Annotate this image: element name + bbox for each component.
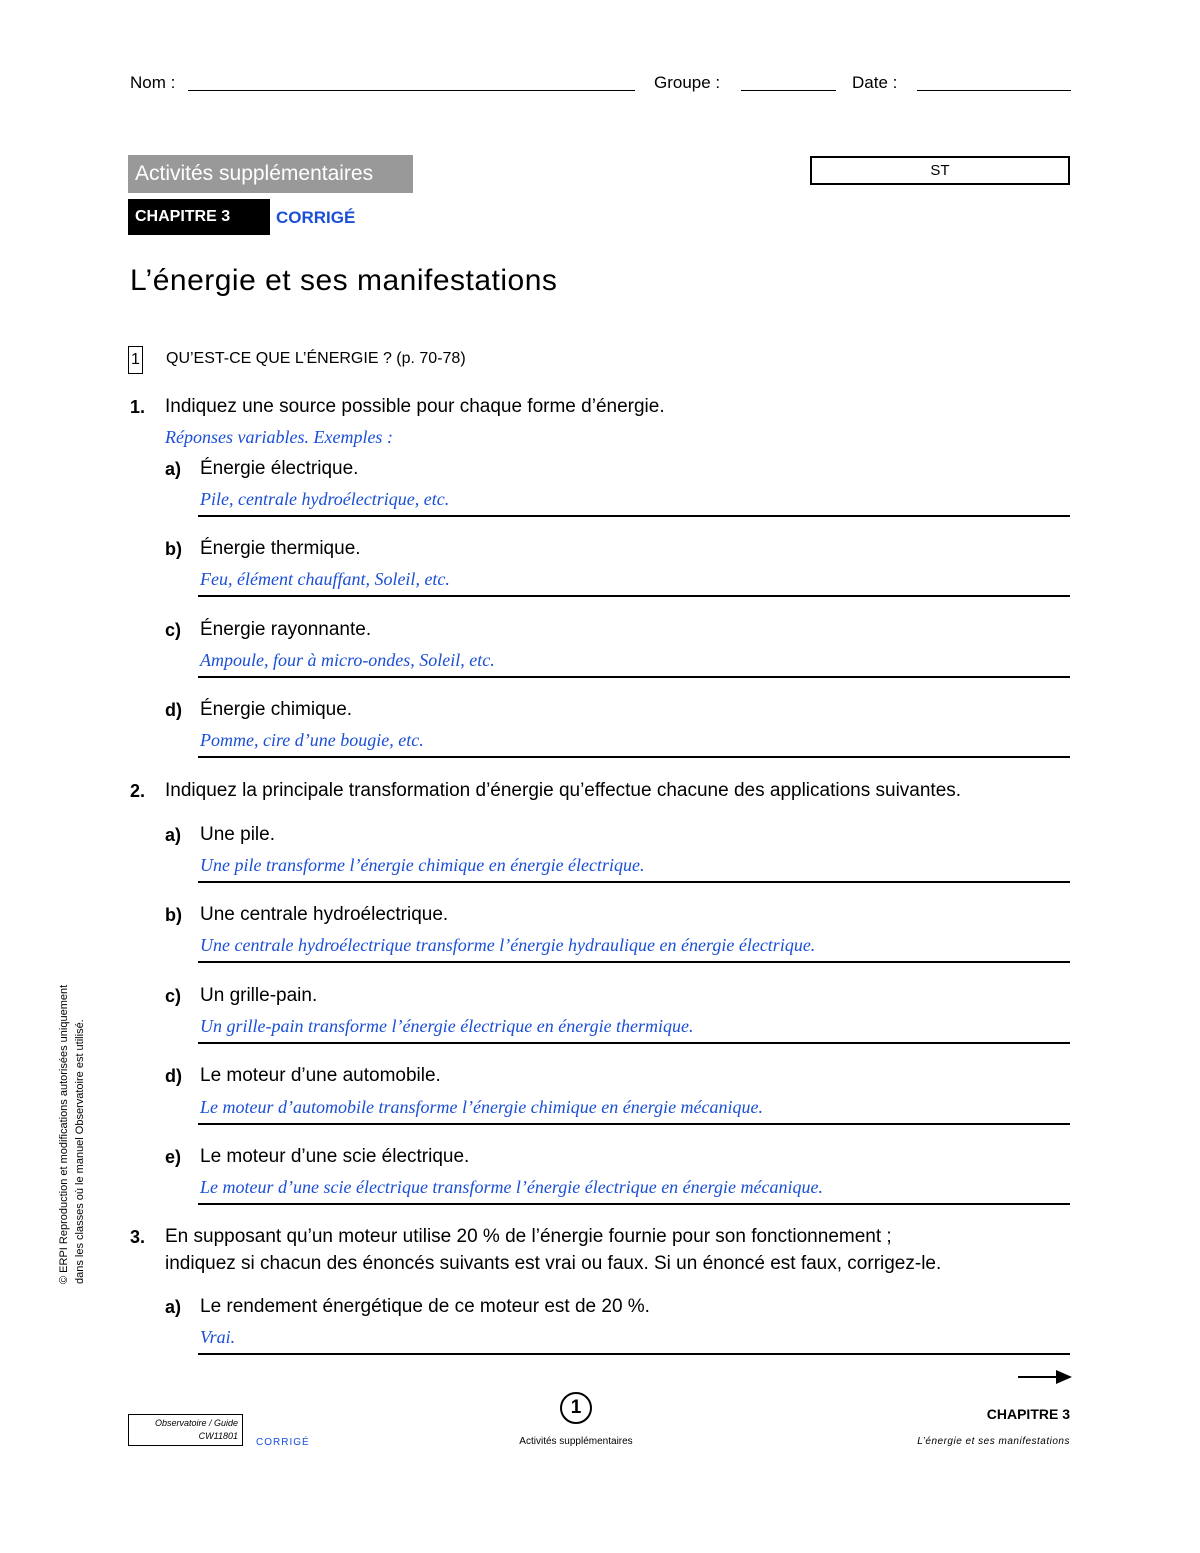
- question-number: 1.: [130, 397, 146, 417]
- date-field[interactable]: [917, 90, 1071, 91]
- answer-line: [198, 1042, 1070, 1044]
- item-answer: Une pile transforme l’énergie chimique en énergie électrique.: [200, 855, 645, 875]
- item-text: Une pile.: [200, 824, 275, 845]
- item-text: Énergie rayonnante.: [200, 619, 372, 640]
- answer-line: [198, 515, 1070, 517]
- footer-guide-code: CW11801: [198, 1431, 238, 1441]
- chapter-badge: CHAPITRE 3: [128, 199, 270, 235]
- item-text: Énergie thermique.: [200, 538, 361, 559]
- copyright-sidebar: [56, 884, 88, 1284]
- answer-line: [198, 676, 1070, 678]
- item-text: Le rendement énergétique de ce moteur est de 20 %.: [200, 1296, 650, 1317]
- item-label: b): [165, 539, 182, 559]
- item-label: b): [165, 905, 182, 925]
- nom-label: Nom :: [130, 73, 176, 92]
- item-text: Un grille-pain.: [200, 985, 318, 1006]
- nom-field[interactable]: [188, 90, 635, 91]
- page-title: L’énergie et ses manifestations: [130, 264, 558, 297]
- item-text: Le moteur d’une automobile.: [200, 1065, 441, 1086]
- answer-line: [198, 1353, 1070, 1355]
- answer-line: [198, 881, 1070, 883]
- groupe-field[interactable]: [741, 90, 836, 91]
- question-text: Indiquez la principale transformation d’énergie qu’effectue chacune des applications suivantes.: [165, 780, 962, 801]
- item-label: d): [165, 700, 182, 720]
- footer-corrige: CORRIGÉ: [256, 1437, 310, 1448]
- answer-line: [198, 1123, 1070, 1125]
- answer-line: [198, 961, 1070, 963]
- item-answer: Pomme, cire d’une bougie, etc.: [200, 730, 424, 750]
- activities-banner: Activités supplémentaires: [128, 155, 413, 193]
- item-text: Le moteur d’une scie électrique.: [200, 1146, 470, 1167]
- item-answer: Pile, centrale hydroélectrique, etc.: [200, 489, 450, 509]
- groupe-label: Groupe :: [654, 73, 721, 92]
- item-answer: Le moteur d’une scie électrique transforme l’énergie électrique en énergie mécanique.: [200, 1177, 823, 1197]
- date-label: Date :: [852, 73, 898, 92]
- item-label: a): [165, 825, 182, 845]
- question-text: Indiquez une source possible pour chaque forme d’énergie.: [165, 396, 665, 417]
- item-label: a): [165, 1297, 182, 1317]
- footer-guide-title: Observatoire / Guide: [154, 1418, 238, 1428]
- answer-line: [198, 1203, 1070, 1205]
- footer-chapter-title: L’énergie et ses manifestations: [917, 1436, 1070, 1447]
- copyright-line1: © ERPI Reproduction et modifications autorisées uniquement: [58, 984, 70, 1284]
- item-label: d): [165, 1066, 182, 1086]
- section-title: QU’EST-CE QUE L’ÉNERGIE ? (p. 70-78): [166, 350, 466, 367]
- item-answer: Le moteur d’automobile transforme l’énergie chimique en énergie mécanique.: [200, 1097, 764, 1117]
- level-box: ST: [810, 156, 1070, 185]
- footer-center-text: Activités supplémentaires: [519, 1436, 633, 1447]
- answer-line: [198, 756, 1070, 758]
- page-number: 1: [560, 1392, 592, 1424]
- item-label: e): [165, 1147, 182, 1167]
- answer-note: Réponses variables. Exemples :: [165, 427, 393, 447]
- question-number: 2.: [130, 781, 146, 801]
- item-answer: Une centrale hydroélectrique transforme l’énergie hydraulique en énergie électrique.: [200, 935, 816, 955]
- next-arrow-icon: [1016, 1368, 1074, 1386]
- answer-line: [198, 595, 1070, 597]
- item-text: Une centrale hydroélectrique.: [200, 904, 449, 925]
- footer-guide-box: [128, 1414, 243, 1446]
- item-label: c): [165, 620, 182, 640]
- item-answer: Vrai.: [200, 1327, 236, 1347]
- item-text: Énergie chimique.: [200, 699, 353, 720]
- item-text: Énergie électrique.: [200, 458, 359, 479]
- item-label: a): [165, 459, 182, 479]
- question-text-line2: indiquez si chacun des énoncés suivants est vrai ou faux. Si un énoncé est faux, corrigez-le.: [165, 1253, 942, 1274]
- item-answer: Un grille-pain transforme l’énergie électrique en énergie thermique.: [200, 1016, 694, 1036]
- item-answer: Ampoule, four à micro-ondes, Soleil, etc.: [200, 650, 495, 670]
- question-text-line1: En supposant qu’un moteur utilise 20 % de l’énergie fournie pour son fonctionnement ;: [165, 1226, 892, 1247]
- item-answer: Feu, élément chauffant, Soleil, etc.: [200, 569, 450, 589]
- copyright-line2: dans les classes où le manuel Observatoire est utilisé.: [74, 1019, 86, 1284]
- footer-chapter: CHAPITRE 3: [986, 1406, 1070, 1422]
- question-number: 3.: [130, 1227, 146, 1247]
- corrige-label: CORRIGÉ: [276, 208, 356, 227]
- item-label: c): [165, 986, 182, 1006]
- section-number: 1: [128, 346, 143, 374]
